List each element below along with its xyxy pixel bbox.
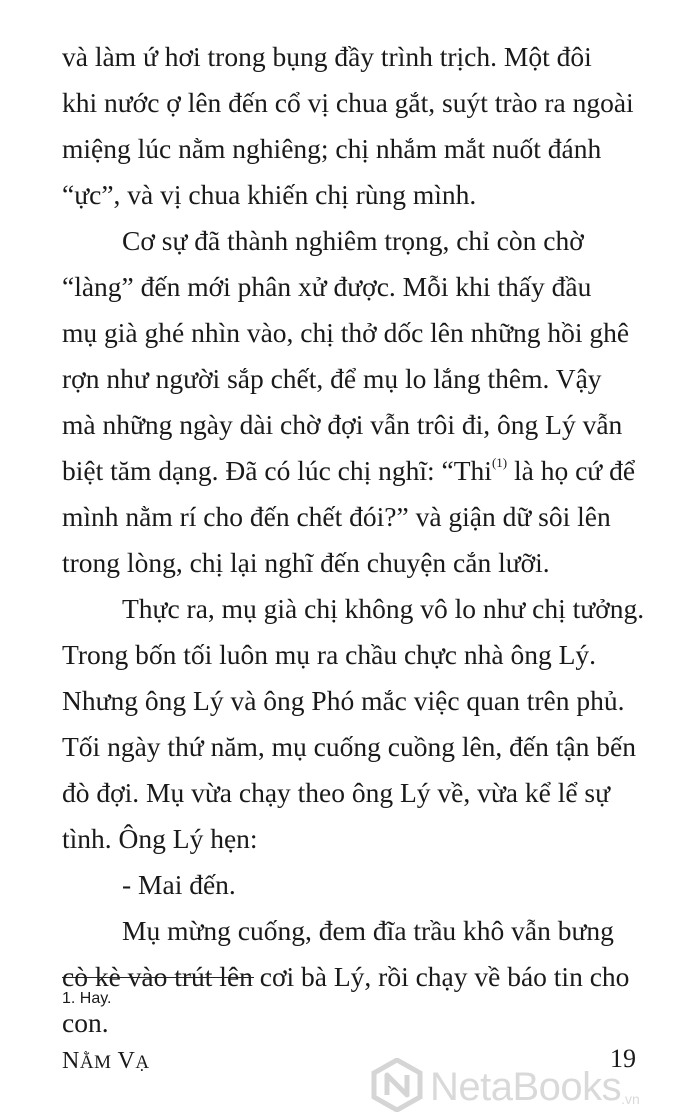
text-line: Trong bốn tối luôn mụ ra chầu chực nhà ông Lý. bbox=[62, 639, 597, 670]
netabooks-logo-icon bbox=[370, 1058, 424, 1117]
text-line: cò kè vào trút lên cơi bà Lý, rồi chạy về báo tin cho bbox=[62, 961, 630, 992]
watermark-suffix: .vn bbox=[621, 1091, 640, 1107]
paragraph-2 bbox=[62, 218, 654, 586]
text-line: miệng lúc nằm nghiêng; chị nhắm mắt nuốt đánh bbox=[62, 133, 602, 164]
text-line: khi nước ợ lên đến cổ vị chua gắt, suýt trào ra ngoài bbox=[62, 87, 634, 118]
paragraph-1 bbox=[62, 34, 654, 218]
running-title-a: Ạ bbox=[135, 1052, 150, 1073]
text-line: Nhưng ông Lý và ông Phó mắc việc quan trên phủ. bbox=[62, 685, 625, 716]
text-line: Cơ sự đã thành nghiêm trọng, chỉ còn chờ bbox=[122, 225, 584, 256]
text-line: “làng” đến mới phân xử được. Mỗi khi thấy đầu bbox=[62, 271, 592, 302]
text-line-with-footnote bbox=[62, 448, 654, 494]
text-line: mà những ngày dài chờ đợi vẫn trôi đi, ông Lý vẫn bbox=[62, 409, 623, 440]
paragraph-3 bbox=[62, 586, 654, 862]
text-after-footnote: là họ cứ để bbox=[507, 455, 636, 486]
text-line: Tối ngày thứ năm, mụ cuống cuồng lên, đến tận bến bbox=[62, 731, 636, 762]
footnote-marker: (1) bbox=[491, 455, 508, 470]
text-line: trong lòng, chị lại nghĩ đến chuyện cắn lưỡi. bbox=[62, 547, 550, 578]
text-line: Thực ra, mụ già chị không vô lo như chị tưởng. bbox=[122, 593, 645, 624]
running-title-v: V bbox=[111, 1048, 136, 1074]
text-line: tình. Ông Lý hẹn: bbox=[62, 823, 258, 854]
text-before-footnote: biệt tăm dạng. Đã có lúc chị nghĩ: “Thi bbox=[62, 455, 492, 486]
footnote-text: 1. Hay. bbox=[62, 990, 112, 1007]
text-line: đò đợi. Mụ vừa chạy theo ông Lý về, vừa kể lể sự bbox=[62, 777, 611, 808]
text-line: và làm ứ hơi trong bụng đầy trình trịch. Một đôi bbox=[62, 41, 592, 72]
paragraph-4-dialogue bbox=[62, 862, 654, 908]
running-title-am: ẰM bbox=[79, 1052, 112, 1073]
text-line: mụ già ghé nhìn vào, chị thở dốc lên những hồi ghê bbox=[62, 317, 630, 348]
running-title bbox=[62, 1048, 150, 1075]
text-line: mình nằm rí cho đến chết đói?” và giận dữ sôi lên bbox=[62, 501, 611, 532]
page-number: 19 bbox=[610, 1044, 636, 1073]
text-line: rợn như người sắp chết, để mụ lo lắng thêm. Vậy bbox=[62, 363, 602, 394]
watermark-brand: NetaBooks bbox=[430, 1065, 622, 1109]
text-line: “ực”, và vị chua khiến chị rùng mình. bbox=[62, 179, 477, 210]
footnote-divider bbox=[62, 977, 254, 978]
watermark bbox=[370, 1058, 640, 1117]
text-line: - Mai đến. bbox=[122, 869, 236, 900]
text-line: con. bbox=[62, 1007, 109, 1038]
running-title-n: N bbox=[62, 1048, 80, 1074]
page-body bbox=[62, 34, 654, 1046]
text-line: Mụ mừng cuống, đem đĩa trầu khô vẫn bưng bbox=[122, 915, 614, 946]
